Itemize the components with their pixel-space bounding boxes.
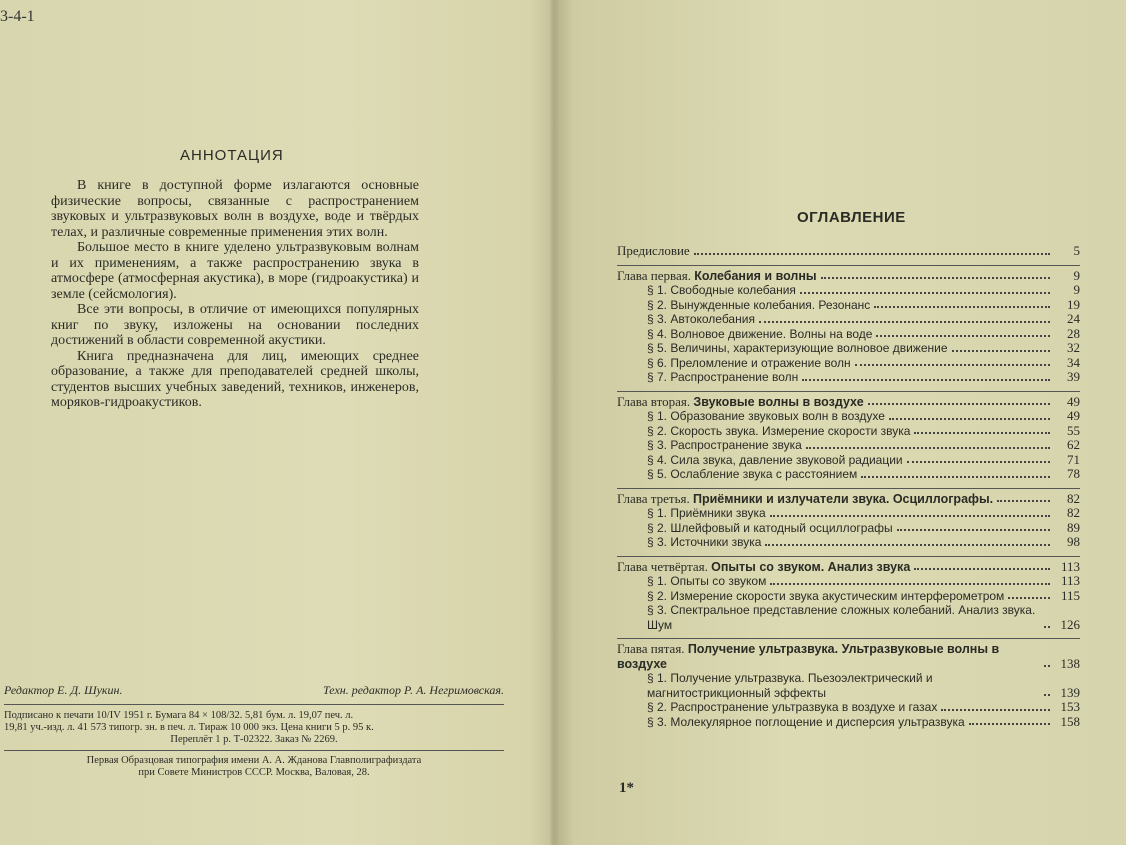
toc-chapter bbox=[617, 638, 1080, 735]
toc-page-number: 153 bbox=[1060, 699, 1080, 714]
chapter-prefix: Глава вторая. bbox=[617, 393, 691, 409]
toc-page-number: 113 bbox=[1060, 573, 1080, 588]
toc-page-number: 115 bbox=[1060, 587, 1080, 603]
toc-chapter-heading bbox=[617, 642, 1080, 671]
toc-section bbox=[617, 327, 1080, 342]
leader-dots bbox=[861, 476, 1050, 478]
chapter-title: Колебания и волны bbox=[694, 268, 817, 283]
leader-dots bbox=[897, 529, 1050, 531]
toc-section bbox=[617, 521, 1080, 536]
chapter-title: Получение ультразвука. Ультразвуковые волны в воздухе bbox=[617, 642, 1000, 671]
toc-page-number: 5 bbox=[1073, 243, 1080, 258]
section-label: § 2. Скорость звука. Измерение скорости звука bbox=[647, 423, 911, 438]
leader-dots bbox=[1044, 626, 1050, 628]
leader-dots bbox=[1044, 694, 1050, 696]
imprint-line: Подписано к печати 10/IV 1951 г. Бумага 84 × 108/32. 5,81 бум. л. 19,07 печ. л. bbox=[4, 710, 354, 721]
leader-dots bbox=[802, 379, 1050, 381]
section-label: § 5. Ослабление звука с расстоянием bbox=[647, 467, 858, 481]
section-label: § 3. Спектральное представление сложных колебаний. Анализ звука. Шум bbox=[647, 603, 1036, 632]
editor: Редактор Е. Д. Шукин. bbox=[4, 683, 123, 697]
leader-dots bbox=[907, 461, 1050, 463]
toc-page-number: 138 bbox=[1060, 655, 1080, 671]
toc-page-number: 78 bbox=[1067, 466, 1080, 481]
section-label: § 1. Приёмники звука bbox=[647, 506, 766, 520]
leader-dots bbox=[821, 277, 1050, 279]
leader-dots bbox=[868, 403, 1050, 405]
toc-chapter-heading bbox=[617, 492, 1080, 507]
toc-section bbox=[617, 341, 1080, 356]
toc-chapter bbox=[617, 391, 1080, 488]
publication-credits bbox=[4, 683, 504, 779]
left-page bbox=[0, 0, 552, 845]
toc-page-number: 126 bbox=[1060, 616, 1080, 632]
leader-dots bbox=[806, 447, 1050, 449]
toc-title: ОГЛАВЛЕНИЕ bbox=[797, 209, 906, 226]
leader-dots bbox=[941, 709, 1050, 711]
toc-section bbox=[617, 409, 1080, 424]
toc-section bbox=[617, 453, 1080, 468]
toc-page-number: 71 bbox=[1067, 451, 1080, 467]
toc-page-number: 158 bbox=[1060, 713, 1080, 729]
toc-section bbox=[617, 438, 1080, 453]
imprint-line: 19,81 уч.-изд. л. 41 573 типогр. зн. в печ. л. Тираж 10 000 экз. Цена книги 5 р. 95 к. bbox=[4, 722, 374, 733]
annotation-paragraph: Все эти вопросы, в отличие от имеющихся популярных книг по звуку, изложены на основании последних достижений в области современной акустики. bbox=[51, 302, 419, 348]
leader-dots bbox=[800, 292, 1050, 294]
toc-page-number: 139 bbox=[1060, 684, 1080, 700]
leader-dots bbox=[874, 306, 1050, 308]
toc-section bbox=[617, 283, 1080, 298]
corner-mark: 3-4-1 bbox=[0, 8, 35, 25]
toc-page-number: 82 bbox=[1067, 490, 1080, 506]
annotation-paragraph: В книге в доступной форме излагаются основные физические вопросы, связанные с распространением звуковых и ультразвуковых волн в воздухе, воде и твёрдых телах, и различные современные применения этих волн. bbox=[51, 178, 419, 240]
toc-page-number: 19 bbox=[1067, 296, 1080, 312]
chapter-label bbox=[617, 395, 864, 410]
leader-dots bbox=[855, 364, 1050, 366]
leader-dots bbox=[997, 500, 1050, 502]
chapter-prefix: Глава пятая. bbox=[617, 641, 685, 656]
imprint bbox=[4, 705, 504, 751]
toc-preface bbox=[617, 244, 1080, 265]
toc-page-number: 89 bbox=[1067, 519, 1080, 535]
leader-dots bbox=[694, 253, 1050, 255]
toc-section bbox=[617, 356, 1080, 371]
section-label: § 2. Шлейфовый и катодный осциллографы bbox=[647, 520, 893, 535]
toc-page-number: 113 bbox=[1060, 558, 1080, 574]
toc-page-number: 98 bbox=[1067, 534, 1080, 549]
toc-row bbox=[617, 244, 1080, 259]
chapter-label bbox=[617, 492, 993, 507]
toc-chapter-heading bbox=[617, 560, 1080, 575]
section-label: § 3. Автоколебания bbox=[647, 312, 755, 326]
section-label: § 2. Распространение ультразвука в воздухе и газах bbox=[647, 700, 938, 714]
leader-dots bbox=[914, 432, 1050, 434]
annotation-paragraph: Книга предназначена для лиц, имеющих среднее образование, а также для преподавателей средней школы, студентов высших учебных заведений, техников, инженеров, моряков-гидроакустиков. bbox=[51, 348, 419, 410]
annotation-title: АННОТАЦИЯ bbox=[180, 147, 284, 164]
right-page bbox=[557, 0, 1126, 845]
leader-dots bbox=[1044, 665, 1050, 667]
section-label: § 1. Получение ультразвука. Пьезоэлектрический и магнитострикционный эффекты bbox=[647, 671, 933, 700]
editor-line bbox=[4, 683, 504, 705]
toc-section bbox=[617, 715, 1080, 730]
toc-chapter bbox=[617, 556, 1080, 639]
toc-section bbox=[617, 671, 1080, 700]
toc-chapter bbox=[617, 488, 1080, 556]
imprint-line: Переплёт 1 р. Т-02322. Заказ № 2269. bbox=[170, 734, 338, 745]
leader-dots bbox=[759, 321, 1050, 323]
section-label: § 4. Сила звука, давление звуковой радиации bbox=[647, 452, 903, 467]
leader-dots bbox=[1008, 597, 1050, 599]
tech-editor: Техн. редактор Р. А. Негримовская. bbox=[323, 683, 504, 697]
toc-page-number: 9 bbox=[1073, 267, 1080, 283]
leader-dots bbox=[969, 723, 1050, 725]
chapter-prefix: Глава третья. bbox=[617, 490, 690, 506]
toc-page-number: 39 bbox=[1067, 369, 1080, 384]
chapter-label bbox=[617, 560, 910, 575]
toc-page-number: 62 bbox=[1067, 437, 1080, 452]
annotation-text bbox=[51, 178, 419, 411]
toc-chapter bbox=[617, 265, 1080, 391]
toc-page-number: 49 bbox=[1067, 393, 1080, 409]
toc-section bbox=[617, 603, 1080, 632]
toc-section bbox=[617, 370, 1080, 385]
toc-section bbox=[617, 589, 1080, 604]
section-label: § 6. Преломление и отражение волн bbox=[647, 355, 851, 370]
toc-chapter-heading bbox=[617, 395, 1080, 410]
section-label: § 2. Измерение скорости звука акустическим интерферометром bbox=[647, 588, 1005, 603]
toc-section bbox=[617, 700, 1080, 715]
chapter-label bbox=[617, 642, 1040, 671]
chapter-title: Звуковые волны в воздухе bbox=[693, 394, 864, 409]
section-label: § 1. Опыты со звуком bbox=[647, 574, 767, 588]
toc-section bbox=[617, 424, 1080, 439]
signature-mark: 1* bbox=[619, 780, 634, 796]
section-label: § 3. Источники звука bbox=[647, 535, 762, 549]
section-label: § 2. Вынужденные колебания. Резонанс bbox=[647, 297, 871, 312]
section-label: § 1. Образование звуковых волн в воздухе bbox=[647, 409, 885, 423]
toc-page-number: 9 bbox=[1073, 282, 1080, 297]
toc-label: Предисловие bbox=[617, 243, 690, 258]
section-label: § 4. Волновое движение. Волны на воде bbox=[647, 326, 873, 341]
leader-dots bbox=[765, 544, 1050, 546]
toc-section bbox=[617, 535, 1080, 550]
printer-info bbox=[4, 751, 504, 779]
toc-page-number: 32 bbox=[1067, 340, 1080, 355]
section-label: § 3. Молекулярное поглощение и дисперсия ультразвука bbox=[647, 714, 965, 729]
printer-line: Первая Образцовая типография имени А. А. Жданова Главполиграфиздата bbox=[86, 755, 422, 766]
toc-section bbox=[617, 467, 1080, 482]
leader-dots bbox=[770, 515, 1050, 517]
toc-section bbox=[617, 312, 1080, 327]
toc-page-number: 82 bbox=[1067, 505, 1080, 520]
toc-page-number: 55 bbox=[1067, 422, 1080, 438]
section-label: § 3. Распространение звука bbox=[647, 438, 802, 452]
leader-dots bbox=[889, 418, 1050, 420]
toc-page-number: 49 bbox=[1067, 408, 1080, 423]
toc-page-number: 24 bbox=[1067, 311, 1080, 326]
chapter-title: Приёмники и излучатели звука. Осциллографы. bbox=[692, 491, 994, 506]
leader-dots bbox=[876, 335, 1050, 337]
chapter-prefix: Глава четвёртая. bbox=[617, 558, 708, 574]
section-label: § 5. Величины, характеризующие волновое движение bbox=[647, 341, 948, 355]
toc-section bbox=[617, 574, 1080, 589]
toc-chapter-heading bbox=[617, 269, 1080, 284]
printer-line: при Совете Министров СССР. Москва, Валовая, 28. bbox=[138, 767, 370, 778]
chapter-label bbox=[617, 269, 817, 284]
toc-page-number: 34 bbox=[1067, 354, 1080, 370]
section-label: § 7. Распространение волн bbox=[647, 370, 799, 384]
chapter-title: Опыты со звуком. Анализ звука bbox=[711, 559, 911, 574]
section-label: § 1. Свободные колебания bbox=[647, 283, 796, 297]
toc-section bbox=[617, 506, 1080, 521]
table-of-contents bbox=[617, 244, 1080, 735]
leader-dots bbox=[770, 583, 1050, 585]
leader-dots bbox=[914, 568, 1050, 570]
leader-dots bbox=[952, 350, 1050, 352]
toc-section bbox=[617, 298, 1080, 313]
toc-page-number: 28 bbox=[1067, 325, 1080, 341]
annotation-paragraph: Большое место в книге уделено ультразвуковым волнам и их применениям, а также распространению звука в атмосфере (атмосферная акустика), в море (гидроакустика) и земле (сейсмология). bbox=[51, 240, 419, 302]
chapter-prefix: Глава первая. bbox=[617, 267, 691, 283]
